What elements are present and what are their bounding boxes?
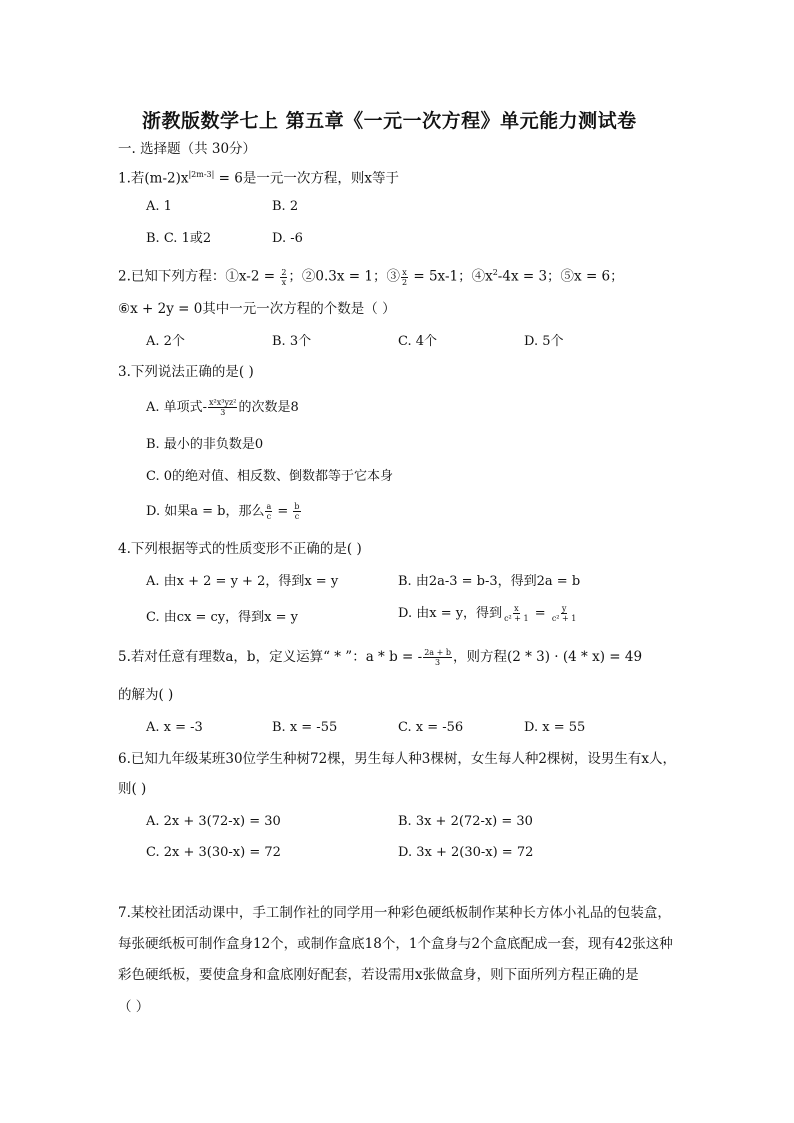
q4-fraction-x: $\frac{x}{\text{c² + 1}}$ (504, 604, 529, 623)
q5-fraction: $\frac{2a + b}{3}$ (424, 648, 451, 667)
q1-option-b[interactable]: B. 2 (272, 199, 299, 214)
question-5-stem: 5.若对任意有理数a，b，定义运算“ * ”：a * b = - $\frac{2a + b}{3}$ ，则方程(2 * 3) · (4 * x) = 49 (118, 648, 643, 667)
q3-option-d[interactable]: D. 如果a = b，那么 $\frac{a}{c}$ = $\frac{b}{c}$ (146, 502, 300, 521)
q2-fraction-2: $\frac{x}{2}$ (401, 267, 408, 287)
question-4-stem: 4.下列根据等式的性质变形不正确的是( ) (118, 541, 362, 557)
q5-option-c[interactable]: C. x = -56 (398, 720, 464, 735)
q6-option-a[interactable]: A. 2x + 3(72-x) = 30 (146, 814, 281, 829)
q4-option-d[interactable]: D. 由x = y，得到 $\frac{x}{\text{c² + 1}}$ = $\frac{y}{\text{c² + 1}}$ (398, 604, 577, 623)
q6-option-c[interactable]: C. 2x + 3(30-x) = 72 (146, 845, 281, 860)
question-7-stem: 7.某校社团活动课中，手工制作社的同学用一种彩色硬纸板制作某种长方体小礼品的包装盒， (118, 905, 671, 921)
question-6-stem-line2: 则( ) (118, 781, 147, 797)
q4-fraction-y: $\frac{y}{\text{c² + 1}}$ (551, 604, 577, 623)
q3-option-c[interactable]: C. 0的绝对值、相反数、倒数都等于它本身 (146, 469, 394, 484)
q2-fraction-1: $\frac{2}{x}$ (281, 267, 287, 287)
q2-option-a[interactable]: A. 2个 (146, 334, 185, 349)
q4-option-a[interactable]: A. 由x + 2 = y + 2，得到x = y (146, 574, 339, 589)
section-heading: 一. 选择题（共 30分） (118, 141, 257, 157)
q3-option-a[interactable]: A. 单项式- $\frac{\text{x²x³yz²}}{3}$ 的次数是8 (146, 398, 299, 417)
q4-option-c[interactable]: C. 由cx = cy，得到x = y (146, 610, 298, 625)
question-5-stem-line2: 的解为( ) (118, 687, 174, 703)
question-3-stem: 3.下列说法正确的是( ) (118, 364, 254, 380)
q3-monomial-fraction: $\frac{\text{x²x³yz²}}{3}$ (209, 398, 237, 417)
question-7-stem-line2: 每张硬纸板可制作盒身12个，或制作盒底18个，1个盒身与2个盒底配成一套，现有42张这种 (118, 936, 673, 952)
q5-option-d[interactable]: D. x = 55 (524, 720, 586, 735)
question-7-stem-line3: 彩色硬纸板，要使盒身和盒底刚好配套，若设需用x张做盒身，则下面所列方程正确的是 (118, 967, 639, 983)
page-title: 浙教版数学七上 第五章《一元一次方程》单元能力测试卷 (142, 110, 637, 132)
q1-option-c[interactable]: B. C. 1或2 (146, 231, 212, 246)
q6-option-b[interactable]: B. 3x + 2(72-x) = 30 (398, 814, 533, 829)
q4-option-b[interactable]: B. 由2a-3 = b-3，得到2a = b (398, 574, 581, 589)
q5-option-b[interactable]: B. x = -55 (272, 720, 338, 735)
q3-option-b[interactable]: B. 最小的非负数是0 (146, 437, 264, 452)
q2-option-b[interactable]: B. 3个 (272, 334, 312, 349)
question-7-stem-line4: （ ） (118, 999, 150, 1015)
question-2-stem-line2: ⑥x + 2y = 0其中一元一次方程的个数是（ ） (118, 301, 396, 317)
q1-option-d[interactable]: D. -6 (272, 231, 303, 246)
q1-option-a[interactable]: A. 1 (146, 199, 172, 214)
question-2-stem: 2.已知下列方程：①x-2 = $\frac{2}{x}$ ；②0.3x = 1；③ $\frac{x}{2}$ = 5x-1；$④x^2-4x = 3$；⑤x = 6； (118, 267, 624, 287)
q5-option-a[interactable]: A. x = -3 (146, 720, 203, 735)
q6-option-d[interactable]: D. 3x + 2(30-x) = 72 (398, 845, 534, 860)
q2-option-d[interactable]: D. 5个 (524, 334, 564, 349)
q3-fraction-b-c: $\frac{b}{c}$ (294, 502, 300, 521)
question-6-stem: 6.已知九年级某班30位学生种树72棵，男生每人种3棵树，女生每人种2棵树，设男生有x人， (118, 751, 677, 767)
q2-option-c[interactable]: C. 4个 (398, 334, 438, 349)
q3-fraction-a-c: $\frac{a}{c}$ (266, 502, 272, 521)
question-1-stem: 1.若$(m-2)x^{|2m-3|} = 6$是一元一次方程，则x等于 (118, 170, 399, 187)
